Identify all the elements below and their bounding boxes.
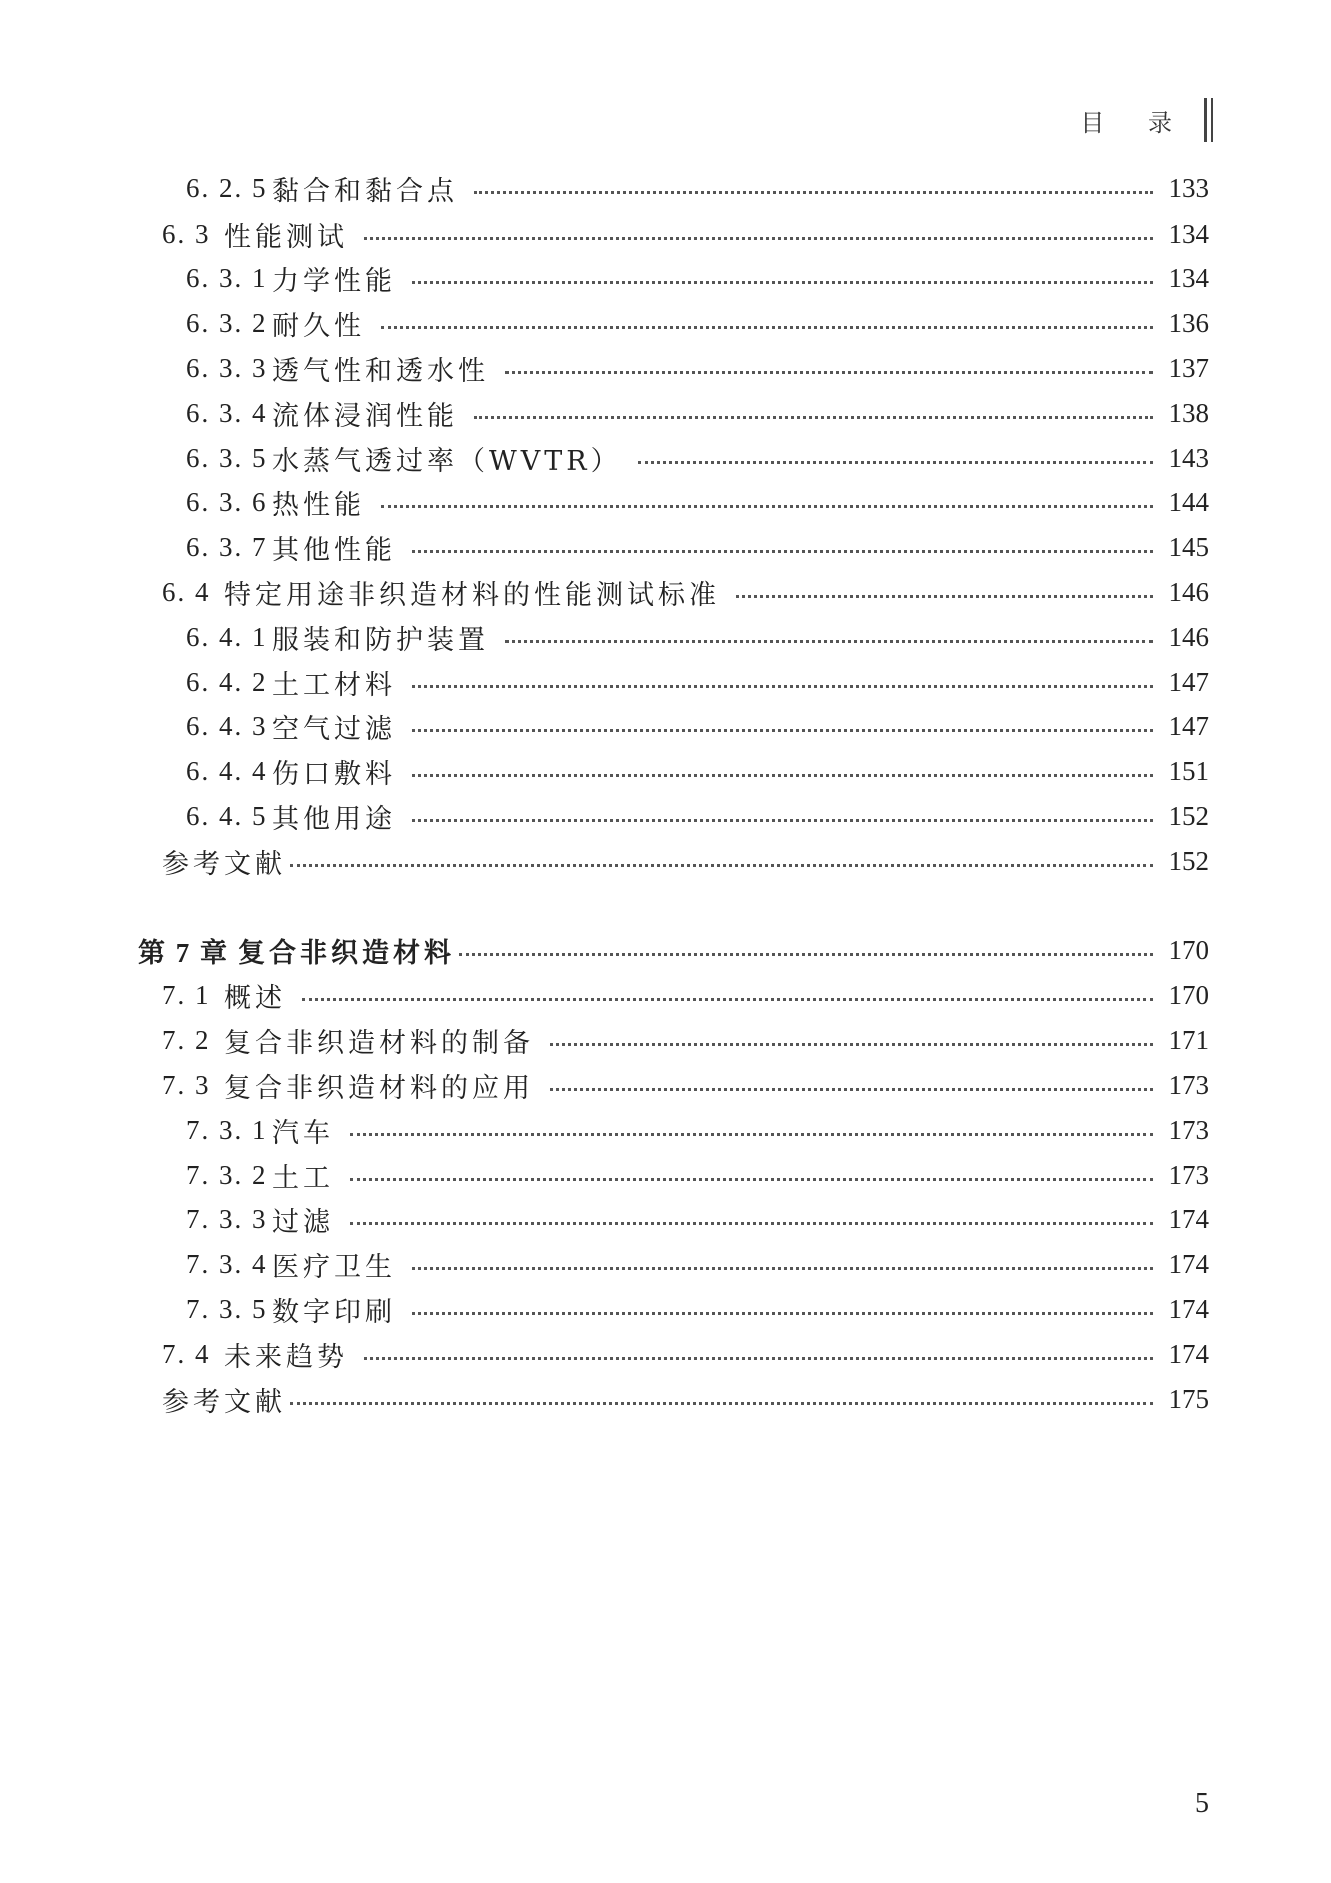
toc-title: 热性能	[272, 489, 365, 521]
toc-page: 146	[1168, 576, 1209, 607]
dot-leader	[290, 1402, 1153, 1405]
dot-leader	[459, 953, 1153, 956]
toc-title: 其他性能	[272, 534, 396, 566]
toc-page: 134	[1168, 262, 1209, 293]
toc-entry[interactable]	[0, 348, 1331, 388]
toc-title: 性能测试	[224, 221, 348, 253]
dot-leader	[412, 774, 1153, 777]
toc-page: 133	[1168, 172, 1209, 203]
toc-page: 170	[1168, 934, 1209, 965]
dot-leader	[302, 998, 1153, 1001]
toc-entry[interactable]	[0, 1110, 1331, 1150]
toc-title: 土工	[272, 1162, 334, 1194]
header-title: 目 录	[1080, 108, 1190, 137]
toc-title: 数字印刷	[272, 1296, 396, 1328]
dot-leader	[381, 326, 1153, 329]
toc-entry[interactable]	[0, 1244, 1331, 1284]
toc-number: 6. 4	[162, 576, 211, 607]
toc-entry[interactable]	[0, 168, 1331, 208]
toc-entry[interactable]	[0, 1065, 1331, 1105]
toc-title: 特定用途非织造材料的性能测试标准	[224, 579, 720, 611]
toc-entry[interactable]	[0, 1199, 1331, 1239]
toc-entry[interactable]	[0, 751, 1331, 791]
dot-leader	[638, 461, 1153, 464]
toc-title: 服装和防护装置	[272, 624, 489, 656]
toc-page: 136	[1168, 307, 1209, 338]
toc-title: 伤口敷料	[272, 758, 396, 790]
toc-number: 6. 3. 4	[186, 397, 268, 428]
toc-page: 151	[1168, 755, 1209, 786]
toc-title: 流体浸润性能	[272, 400, 458, 432]
toc-page: 143	[1168, 442, 1209, 473]
toc-title: 土工材料	[272, 669, 396, 701]
toc-entry[interactable]	[0, 662, 1331, 702]
toc-title: 复合非织造材料的应用	[224, 1072, 534, 1104]
toc-number: 6. 3. 7	[186, 531, 268, 562]
dot-leader	[505, 371, 1153, 374]
toc-page: 173	[1168, 1069, 1209, 1100]
toc-title: 力学性能	[272, 265, 396, 297]
toc-title: 参考文献	[162, 848, 286, 880]
dot-leader	[364, 237, 1153, 240]
toc-number: 7. 3. 1	[186, 1114, 268, 1145]
toc-title: 黏合和黏合点	[272, 175, 458, 207]
toc-title: 概述	[224, 982, 286, 1014]
toc-number: 7. 3. 4	[186, 1248, 268, 1279]
toc-number: 6. 4. 2	[186, 666, 268, 697]
dot-leader	[290, 864, 1153, 867]
toc-entry[interactable]	[0, 258, 1331, 298]
toc-number: 6. 3	[162, 218, 211, 249]
toc-number: 6. 3. 6	[186, 486, 268, 517]
toc-title: 参考文献	[162, 1386, 286, 1418]
toc-page: 146	[1168, 621, 1209, 652]
toc-number: 7. 4	[162, 1338, 211, 1369]
dot-leader	[736, 595, 1153, 598]
dot-leader	[474, 191, 1153, 194]
toc-number: 6. 4. 5	[186, 800, 268, 831]
dot-leader	[350, 1133, 1153, 1136]
toc-number: 7. 3. 3	[186, 1203, 268, 1234]
toc-number: 6. 3. 3	[186, 352, 268, 383]
toc-number: 7. 3. 5	[186, 1293, 268, 1324]
toc-title: 水蒸气透过率（WVTR）	[272, 445, 622, 477]
dot-leader	[350, 1222, 1153, 1225]
toc-number: 6. 3. 5	[186, 442, 268, 473]
toc-number: 6. 4. 3	[186, 710, 268, 741]
dot-leader	[412, 281, 1153, 284]
toc-entry[interactable]	[0, 617, 1331, 657]
toc-number: 6. 3. 1	[186, 262, 268, 293]
running-header	[1080, 98, 1213, 142]
toc-page: 173	[1168, 1114, 1209, 1145]
toc-title: 汽车	[272, 1117, 334, 1149]
toc-page: 173	[1168, 1159, 1209, 1190]
toc-page: 174	[1168, 1203, 1209, 1234]
toc-title: 空气过滤	[272, 713, 396, 745]
toc-number: 7. 1	[162, 979, 211, 1010]
toc-page: 174	[1168, 1293, 1209, 1324]
toc-entry[interactable]	[0, 572, 1331, 612]
toc-number: 7. 2	[162, 1024, 211, 1055]
toc-title: 耐久性	[272, 310, 365, 342]
toc-entry[interactable]	[0, 482, 1331, 522]
dot-leader	[381, 505, 1153, 508]
dot-leader	[550, 1043, 1153, 1046]
toc-number: 6. 4. 1	[186, 621, 268, 652]
toc-entry[interactable]	[0, 214, 1331, 254]
toc-title: 过滤	[272, 1206, 334, 1238]
toc-number: 6. 4. 4	[186, 755, 268, 786]
dot-leader	[350, 1178, 1153, 1181]
dot-leader	[412, 685, 1153, 688]
dot-leader	[505, 640, 1153, 643]
toc-entry[interactable]	[0, 1155, 1331, 1195]
dot-leader	[412, 819, 1153, 822]
toc-entry[interactable]	[0, 303, 1331, 343]
toc-entry[interactable]	[0, 527, 1331, 567]
toc-page: 138	[1168, 397, 1209, 428]
toc-entry[interactable]	[0, 438, 1331, 478]
toc-number: 6. 2. 5	[186, 172, 268, 203]
toc-page: 144	[1168, 486, 1209, 517]
toc-title: 其他用途	[272, 803, 396, 835]
toc-chapter-entry[interactable]	[0, 930, 1331, 970]
dot-leader	[412, 550, 1153, 553]
toc-page: 134	[1168, 218, 1209, 249]
toc-title: 未来趋势	[224, 1341, 348, 1373]
toc-title: 透气性和透水性	[272, 355, 489, 387]
toc-page: 147	[1168, 710, 1209, 741]
toc-entry[interactable]	[0, 1289, 1331, 1329]
toc-page: 145	[1168, 531, 1209, 562]
toc-entry[interactable]	[0, 706, 1331, 746]
toc-number: 7. 3. 2	[186, 1159, 268, 1190]
dot-leader	[474, 416, 1153, 419]
toc-page: 170	[1168, 979, 1209, 1010]
toc-title: 复合非织造材料的制备	[224, 1027, 534, 1059]
toc-title: 医疗卫生	[272, 1251, 396, 1283]
dot-leader	[412, 1267, 1153, 1270]
toc-number: 第 7 章	[138, 937, 229, 968]
dot-leader	[412, 729, 1153, 732]
header-rule-icon	[1204, 98, 1213, 142]
toc-title: 复合非织造材料	[238, 937, 455, 969]
toc-entry[interactable]	[0, 1020, 1331, 1060]
toc-entry[interactable]	[0, 841, 1331, 881]
toc-page: 174	[1168, 1248, 1209, 1279]
toc-entry[interactable]	[0, 1334, 1331, 1374]
toc-entry[interactable]	[0, 975, 1331, 1015]
dot-leader	[364, 1357, 1153, 1360]
dot-leader	[412, 1312, 1153, 1315]
toc-page: 137	[1168, 352, 1209, 383]
toc-page: 175	[1168, 1383, 1209, 1414]
dot-leader	[550, 1088, 1153, 1091]
toc-number: 7. 3	[162, 1069, 211, 1100]
toc-number: 6. 3. 2	[186, 307, 268, 338]
toc-page: 174	[1168, 1338, 1209, 1369]
toc-entry[interactable]	[0, 393, 1331, 433]
toc-page: 152	[1168, 800, 1209, 831]
toc-entry[interactable]	[0, 1379, 1331, 1419]
toc-page: 147	[1168, 666, 1209, 697]
toc-page: 171	[1168, 1024, 1209, 1055]
page-number: 5	[1195, 1788, 1209, 1819]
toc-page: 152	[1168, 845, 1209, 876]
toc-entry[interactable]	[0, 796, 1331, 836]
